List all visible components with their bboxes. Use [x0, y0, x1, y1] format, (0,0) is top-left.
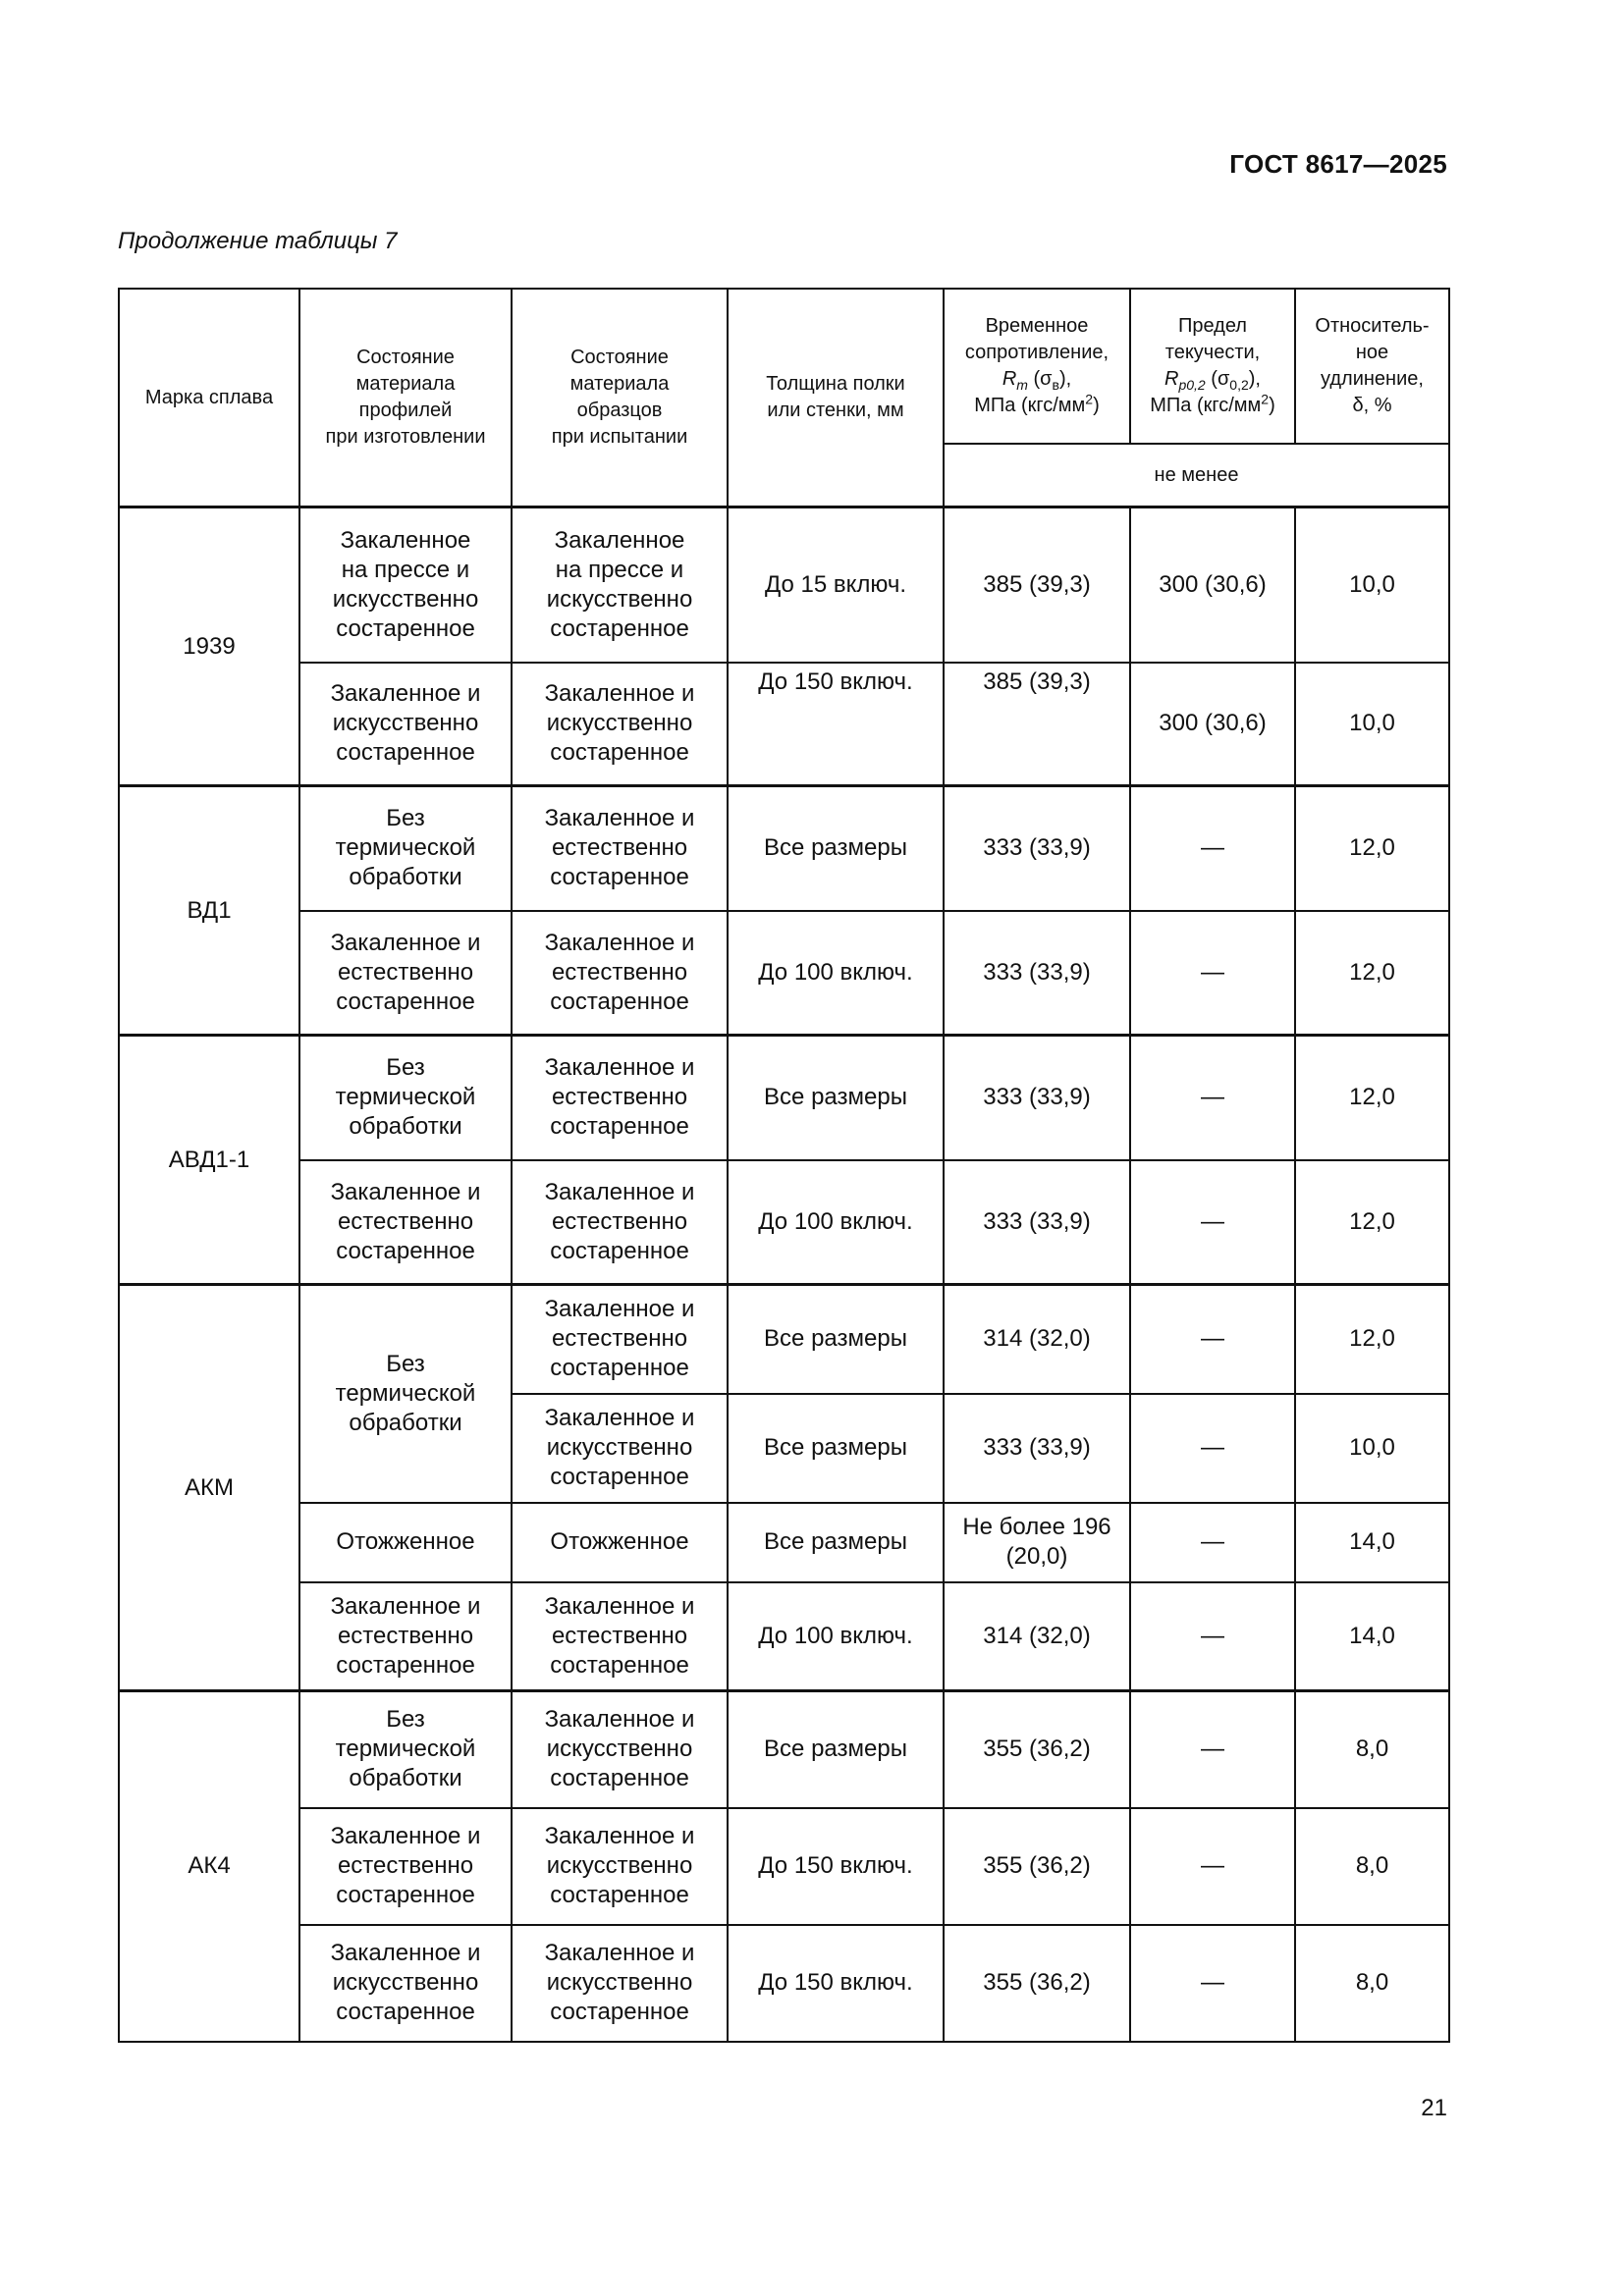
state-sample-cell: Закаленное и искусственно состаренное [512, 1691, 728, 1808]
yield-cell: — [1130, 1925, 1295, 2042]
table-row [119, 1160, 1449, 1285]
header-thickness: Толщина полки или стенки, мм [728, 289, 944, 507]
state-sample-cell: Закаленное и искусственно состаренное [512, 1925, 728, 2042]
state-profile-cell: Закаленное и естественно состаренное [299, 1160, 512, 1285]
state-sample-cell: Закаленное и естественно состаренное [512, 911, 728, 1036]
tensile-cell: 314 (32,0) [944, 1582, 1130, 1691]
elongation-cell: 14,0 [1295, 1503, 1449, 1582]
thickness-cell: До 150 включ. [728, 1808, 944, 1925]
tensile-cell: 385 (39,3) [944, 663, 1130, 786]
table-caption: Продолжение таблицы 7 [118, 228, 398, 254]
elongation-cell: 12,0 [1295, 1160, 1449, 1285]
state-profile-cell: Закаленное и естественно состаренное [299, 1582, 512, 1691]
tensile-cell: 333 (33,9) [944, 786, 1130, 911]
state-sample-cell: Отожженное [512, 1503, 728, 1582]
yield-cell: — [1130, 911, 1295, 1036]
thickness-cell: До 150 включ. [728, 663, 944, 786]
table-row [119, 1036, 1449, 1160]
elongation-cell: 10,0 [1295, 663, 1449, 786]
elongation-cell: 12,0 [1295, 1285, 1449, 1394]
thickness-cell: До 100 включ. [728, 1582, 944, 1691]
yield-cell: 300 (30,6) [1130, 663, 1295, 786]
tensile-cell: 385 (39,3) [944, 507, 1130, 663]
state-profile-cell: Без термической обработки [299, 1036, 512, 1160]
thickness-cell: Все размеры [728, 1394, 944, 1503]
document-code: ГОСТ 8617—2025 [1229, 149, 1447, 179]
thickness-cell: Все размеры [728, 1285, 944, 1394]
state-profile-cell: Без термической обработки [299, 786, 512, 911]
tensile-cell: 333 (33,9) [944, 1394, 1130, 1503]
header-state-profile: Состояние материала профилей при изготовлении [299, 289, 512, 507]
state-profile-cell: Без термической обработки [299, 1285, 512, 1503]
yield-cell: — [1130, 1582, 1295, 1691]
elongation-cell: 10,0 [1295, 1394, 1449, 1503]
tensile-cell: 333 (33,9) [944, 911, 1130, 1036]
thickness-cell: До 100 включ. [728, 911, 944, 1036]
state-profile-cell: Без термической обработки [299, 1691, 512, 1808]
tensile-cell: Не более 196 (20,0) [944, 1503, 1130, 1582]
state-profile-cell: Отожженное [299, 1503, 512, 1582]
state-profile-cell: Закаленное и естественно состаренное [299, 1808, 512, 1925]
table-row [119, 1808, 1449, 1925]
elongation-cell: 12,0 [1295, 1036, 1449, 1160]
table-row [119, 911, 1449, 1036]
state-sample-cell: Закаленное и естественно состаренное [512, 786, 728, 911]
tensile-cell: 333 (33,9) [944, 1160, 1130, 1285]
elongation-cell: 10,0 [1295, 507, 1449, 663]
tensile-cell: 355 (36,2) [944, 1925, 1130, 2042]
properties-table [118, 288, 1450, 2043]
table-row [119, 1582, 1449, 1691]
yield-cell: — [1130, 1036, 1295, 1160]
header-state-sample: Состояние материала образцов при испытании [512, 289, 728, 507]
state-sample-cell: Закаленное и естественно состаренное [512, 1160, 728, 1285]
thickness-cell: Все размеры [728, 1036, 944, 1160]
state-sample-cell: Закаленное и искусственно состаренное [512, 1394, 728, 1503]
state-sample-cell: Закаленное и искусственно состаренное [512, 663, 728, 786]
table-row [119, 507, 1449, 663]
table-row [119, 663, 1449, 786]
yield-cell: 300 (30,6) [1130, 507, 1295, 663]
yield-cell: — [1130, 1160, 1295, 1285]
table-row [119, 1285, 1449, 1394]
tensile-cell: 314 (32,0) [944, 1285, 1130, 1394]
table-row [119, 786, 1449, 911]
yield-cell: — [1130, 1394, 1295, 1503]
tensile-cell: 355 (36,2) [944, 1691, 1130, 1808]
state-sample-cell: Закаленное и искусственно состаренное [512, 1808, 728, 1925]
state-sample-cell: Закаленное и естественно состаренное [512, 1036, 728, 1160]
thickness-cell: До 150 включ. [728, 1925, 944, 2042]
alloy-cell: АВД1-1 [119, 1036, 299, 1285]
table-row [119, 1503, 1449, 1582]
yield-cell: — [1130, 1503, 1295, 1582]
thickness-cell: Все размеры [728, 1691, 944, 1808]
state-profile-cell: Закаленное и естественно состаренное [299, 911, 512, 1036]
yield-cell: — [1130, 1691, 1295, 1808]
elongation-cell: 12,0 [1295, 911, 1449, 1036]
state-sample-cell: Закаленное и естественно состаренное [512, 1582, 728, 1691]
state-profile-cell: Закаленное на прессе и искусственно состаренное [299, 507, 512, 663]
yield-cell: — [1130, 1808, 1295, 1925]
alloy-cell: АКМ [119, 1285, 299, 1691]
alloy-cell: ВД1 [119, 786, 299, 1036]
thickness-cell: Все размеры [728, 786, 944, 911]
elongation-cell: 12,0 [1295, 786, 1449, 911]
state-profile-cell: Закаленное и искусственно состаренное [299, 663, 512, 786]
header-yield-strength: Предел текучести, $R_{p0,2}$ $(\sigma_{0,2})$, МПа $(кгс/мм^2)$ [1130, 289, 1295, 444]
page-number: 21 [1421, 2095, 1447, 2121]
header-alloy: Марка сплава [119, 289, 299, 507]
state-sample-cell: Закаленное и естественно состаренное [512, 1285, 728, 1394]
alloy-cell: АК4 [119, 1691, 299, 2042]
alloy-cell: 1939 [119, 507, 299, 786]
thickness-cell: Все размеры [728, 1503, 944, 1582]
header-tensile-strength: Временное сопротивление, $R_m$ $(\sigma_в)$, МПа $(кгс/мм^2)$ [944, 289, 1130, 444]
tensile-cell: 355 (36,2) [944, 1808, 1130, 1925]
table-row [119, 1691, 1449, 1808]
table-row [119, 1925, 1449, 2042]
elongation-cell: 8,0 [1295, 1691, 1449, 1808]
elongation-cell: 8,0 [1295, 1808, 1449, 1925]
yield-cell: — [1130, 1285, 1295, 1394]
header-elongation: Относитель- ное удлинение, δ, % [1295, 289, 1449, 444]
state-profile-cell: Закаленное и искусственно состаренное [299, 1925, 512, 2042]
yield-cell: — [1130, 786, 1295, 911]
thickness-cell: До 15 включ. [728, 507, 944, 663]
elongation-cell: 8,0 [1295, 1925, 1449, 2042]
thickness-cell: До 100 включ. [728, 1160, 944, 1285]
elongation-cell: 14,0 [1295, 1582, 1449, 1691]
header-min-note: не менее [944, 444, 1449, 507]
tensile-cell: 333 (33,9) [944, 1036, 1130, 1160]
state-sample-cell: Закаленное на прессе и искусственно состаренное [512, 507, 728, 663]
